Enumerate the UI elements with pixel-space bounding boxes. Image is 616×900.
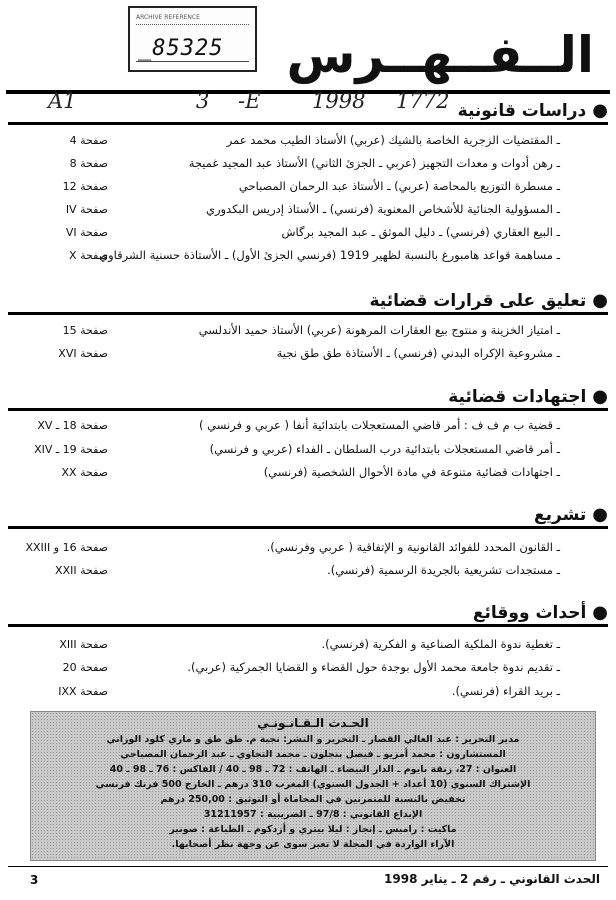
toc-entry[interactable]: ـ امتياز الخزينة و منتوج بيع العقارات المرهونة (عربي) الأستاذ حميد الأندلسي <box>198 323 560 337</box>
toc-entry[interactable]: ـ مساهمة قواعد هامبورغ بالنسبة لظهير 1919 (فرنسي الجزئ الأول) ـ الأستاذة حسنية الشرقاوي <box>99 248 560 262</box>
toc-page-ref: صفحة 18 ـ XV <box>37 419 108 432</box>
section-title-jurisprudence: ●اجتهادات قضائية <box>448 386 608 407</box>
toc-entry[interactable]: ـ بريد القراء (فرنسي). <box>451 684 560 698</box>
bullet-icon: ● <box>592 504 608 525</box>
title-rule <box>6 90 610 94</box>
bullet-icon: ● <box>592 290 608 311</box>
toc-page-ref: صفحة XIII <box>59 638 108 651</box>
footer-rule <box>8 866 608 867</box>
bullet-icon: ● <box>592 602 608 623</box>
toc-page-ref: صفحة 4 <box>69 134 108 147</box>
issue-info: الحدث القانوني ـ رقم 2 ـ يناير 1998 <box>384 872 600 886</box>
toc-entry[interactable]: ـ مستجدات تشريعية بالجريدة الرسمية (فرنسي). <box>327 563 560 577</box>
toc-entry[interactable]: ـ اجتهادات قضائية متنوعة في مادة الأحوال الشخصية (فرنسي) <box>263 465 560 479</box>
toc-page-ref: صفحة 8 <box>69 157 108 170</box>
section-title-case-commentary: ●تعليق على قرارات قضائية <box>369 290 608 311</box>
masthead-line: العنوان : 27، زنقة بايوم ـ الدار البيضاء ـ الهاتف : 72 ـ 98 ـ 40 / الفاكس : 76 ـ 98 ـ 40 <box>109 764 517 775</box>
section-rule <box>8 312 608 315</box>
toc-entry[interactable]: ـ مشروعية الإكراه البدني (فرنسي) ـ الأستاذة طق طق نجية <box>276 346 560 360</box>
archive-stamp <box>128 6 257 72</box>
section-rule <box>8 122 608 125</box>
handwriting-a: A1 <box>48 89 77 113</box>
toc-page-ref: صفحة XXII <box>55 564 108 577</box>
masthead-line: الإيداع القانوني : 97/8 ـ الضريبية : 31211957 <box>203 809 423 820</box>
section-title-legislation: ●تشريع <box>534 504 608 525</box>
bullet-icon: ● <box>592 100 608 121</box>
section-title-events: ●أحداث ووقائع <box>472 602 608 623</box>
toc-entry[interactable]: ـ قضية ب م ف ف : أمر قاضي المستعجلات بابتدائية أنفا ( عربي و فرنسي ) <box>199 418 560 432</box>
stamp-underline <box>136 61 249 62</box>
toc-page-ref: صفحة 16 و XXIII <box>25 541 108 554</box>
toc-page-ref: صفحة VI <box>65 226 108 239</box>
masthead-line: تخفيض بالنسبة للمتمرنين في المحاماة أو التوثيق : 250,00 درهم <box>160 794 466 805</box>
section-rule <box>8 408 608 411</box>
masthead-line: المستشارون : محمد أمزيو ـ فيصل بنجلون ـ محمد التجاوي ـ عبد الرحمان المصباحي <box>120 749 506 760</box>
section-title-legal-studies: ●دراسات قانونية <box>457 100 608 121</box>
toc-page-ref: صفحة IV <box>65 203 108 216</box>
page-number: 3 <box>30 873 39 887</box>
bullet-icon: ● <box>592 386 608 407</box>
masthead-line: مدير التحرير : عبد العالي القصار ـ التحرير و النشر: نجية م. طق طق و ماري كلود الوزاني <box>106 734 520 745</box>
handwriting-d: 1998 <box>312 89 366 113</box>
masthead-line: ماكيت : راميس ـ إنجاز : ليلا بيتري و أزدكوم ـ الطباعة : صونير <box>169 824 457 835</box>
toc-entry[interactable]: ـ تغطية ندوة الملكية الصناعية و الفكرية (فرنسي). <box>321 637 560 651</box>
handwriting-e: 1772 <box>396 89 450 113</box>
toc-entry[interactable]: ـ المسؤولية الجنائية للأشخاص المعنوية (فرنسي) ـ الأستاذ إدريس البكدوري <box>205 202 560 216</box>
handwriting-c: -E <box>238 89 261 113</box>
stamp-header: ARCHIVE REFERENCE <box>136 14 249 25</box>
toc-page-ref: صفحة IXX <box>58 685 108 698</box>
toc-page-ref: صفحة X <box>69 249 108 262</box>
masthead-line: الإشتراك السنوي (10 أعداد + الجدول السنوي) المغرب 310 درهم ـ الخارج 500 فرنك فرنسي <box>95 779 531 790</box>
toc-page-ref: صفحة 20 <box>62 661 108 674</box>
masthead-line: الآراء الواردة في المجلة لا تعبر سوى عن وجهة نظر أصحابها. <box>171 839 455 850</box>
toc-page-ref: صفحة 12 <box>62 180 108 193</box>
section-rule <box>8 624 608 627</box>
handwriting-b: 3 <box>196 89 210 113</box>
stamp-number: _85325 <box>138 36 224 61</box>
toc-page-ref: صفحة 19 ـ XIV <box>34 443 108 456</box>
masthead-info-box <box>30 711 596 861</box>
toc-entry[interactable]: ـ القانون المحدد للفوائد القانونية و الإتفاقية ( عربي وفرنسي). <box>266 540 560 554</box>
toc-entry[interactable]: ـ تقديم ندوة جامعة محمد الأول بوجدة حول القضاء و القضايا الجمركية (عربي). <box>187 660 560 674</box>
toc-entry[interactable]: ـ رهن أدوات و معدات التجهيز (عربي ـ الجزئ الثاني) الأستاذ عبد المجيد غميجة <box>188 156 560 170</box>
toc-entry[interactable]: ـ مسطرة التوزيع بالمحاصة (عربي) ـ الأستاذ عبد الرحمان المصباحي <box>238 179 560 193</box>
toc-entry[interactable]: ـ البيع العقاري (فرنسي) ـ دليل الموثق ـ عبد المجيد برگاش <box>281 225 560 239</box>
page-title: الــفــهــرس <box>286 26 594 84</box>
toc-page-ref: صفحة XX <box>61 466 108 479</box>
toc-page-ref: صفحة 15 <box>62 324 108 337</box>
toc-entry[interactable]: ـ أمر قاضي المستعجلات بابتدائية درب السلطان ـ الفداء (عربي و فرنسي) <box>209 442 560 456</box>
toc-entry[interactable]: ـ المقتضيات الزجرية الخاصة بالشيك (عربي) الأستاذ الطيب محمد عمر <box>226 133 560 147</box>
section-rule <box>8 526 608 529</box>
toc-page-ref: صفحة XVI <box>58 347 108 360</box>
masthead-title: الحـدث الـقـانـونـي <box>257 716 369 730</box>
